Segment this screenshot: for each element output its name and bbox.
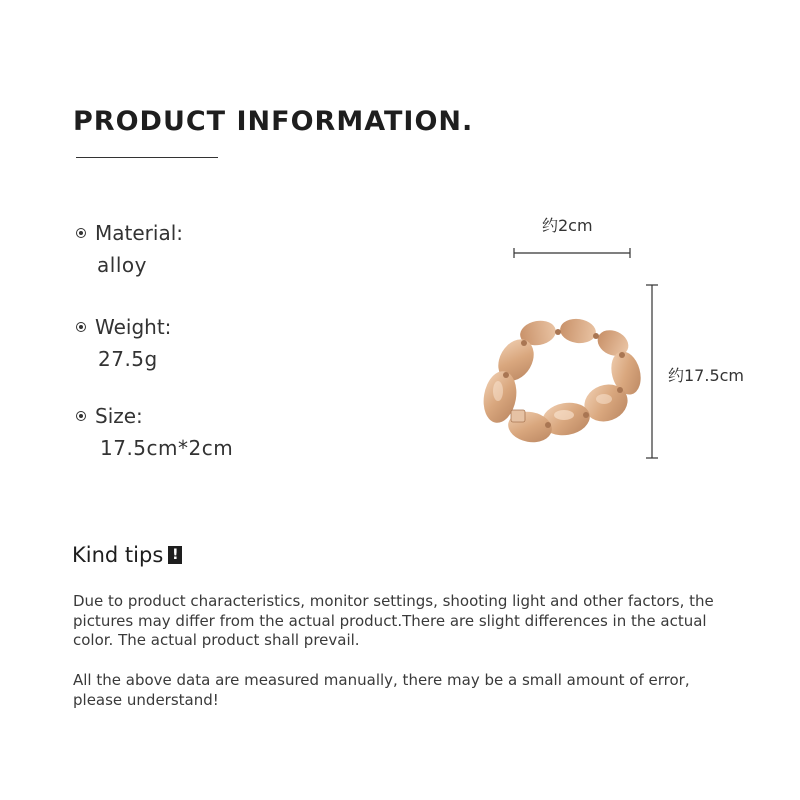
spec-value: 27.5g xyxy=(98,347,158,371)
page-title: PRODUCT INFORMATION. xyxy=(73,106,474,137)
spec-label: Material: xyxy=(95,221,183,245)
width-label: 约2cm xyxy=(542,216,593,235)
length-label: 约17.5cm xyxy=(668,366,745,385)
spec-size xyxy=(76,404,233,460)
title-divider xyxy=(76,157,218,158)
spec-material xyxy=(76,221,183,277)
kind-tips-title: Kind tips xyxy=(72,543,164,567)
tips-paragraph-1: Due to product characteristics, monitor settings, shooting light and other factors, the pictures may differ from the actual product.There are slight differences in the actual color. The actual product shall prevail. xyxy=(73,592,714,649)
tips-paragraph-2: All the above data are measured manually, there may be a small amount of error, please understand! xyxy=(73,671,690,709)
spec-value: alloy xyxy=(97,253,147,277)
bullet-icon xyxy=(76,411,86,421)
spec-label: Weight: xyxy=(95,315,172,339)
spec-label: Size: xyxy=(95,404,143,428)
bullet-icon xyxy=(76,322,86,332)
exclamation-icon: ! xyxy=(168,546,182,564)
kind-tips-heading xyxy=(72,543,182,567)
spec-value: 17.5cm*2cm xyxy=(100,436,234,460)
spec-weight xyxy=(76,315,171,371)
gold-link-bracelet-icon xyxy=(478,315,648,450)
bullet-icon xyxy=(76,228,86,238)
width-dimension-line xyxy=(510,245,635,261)
